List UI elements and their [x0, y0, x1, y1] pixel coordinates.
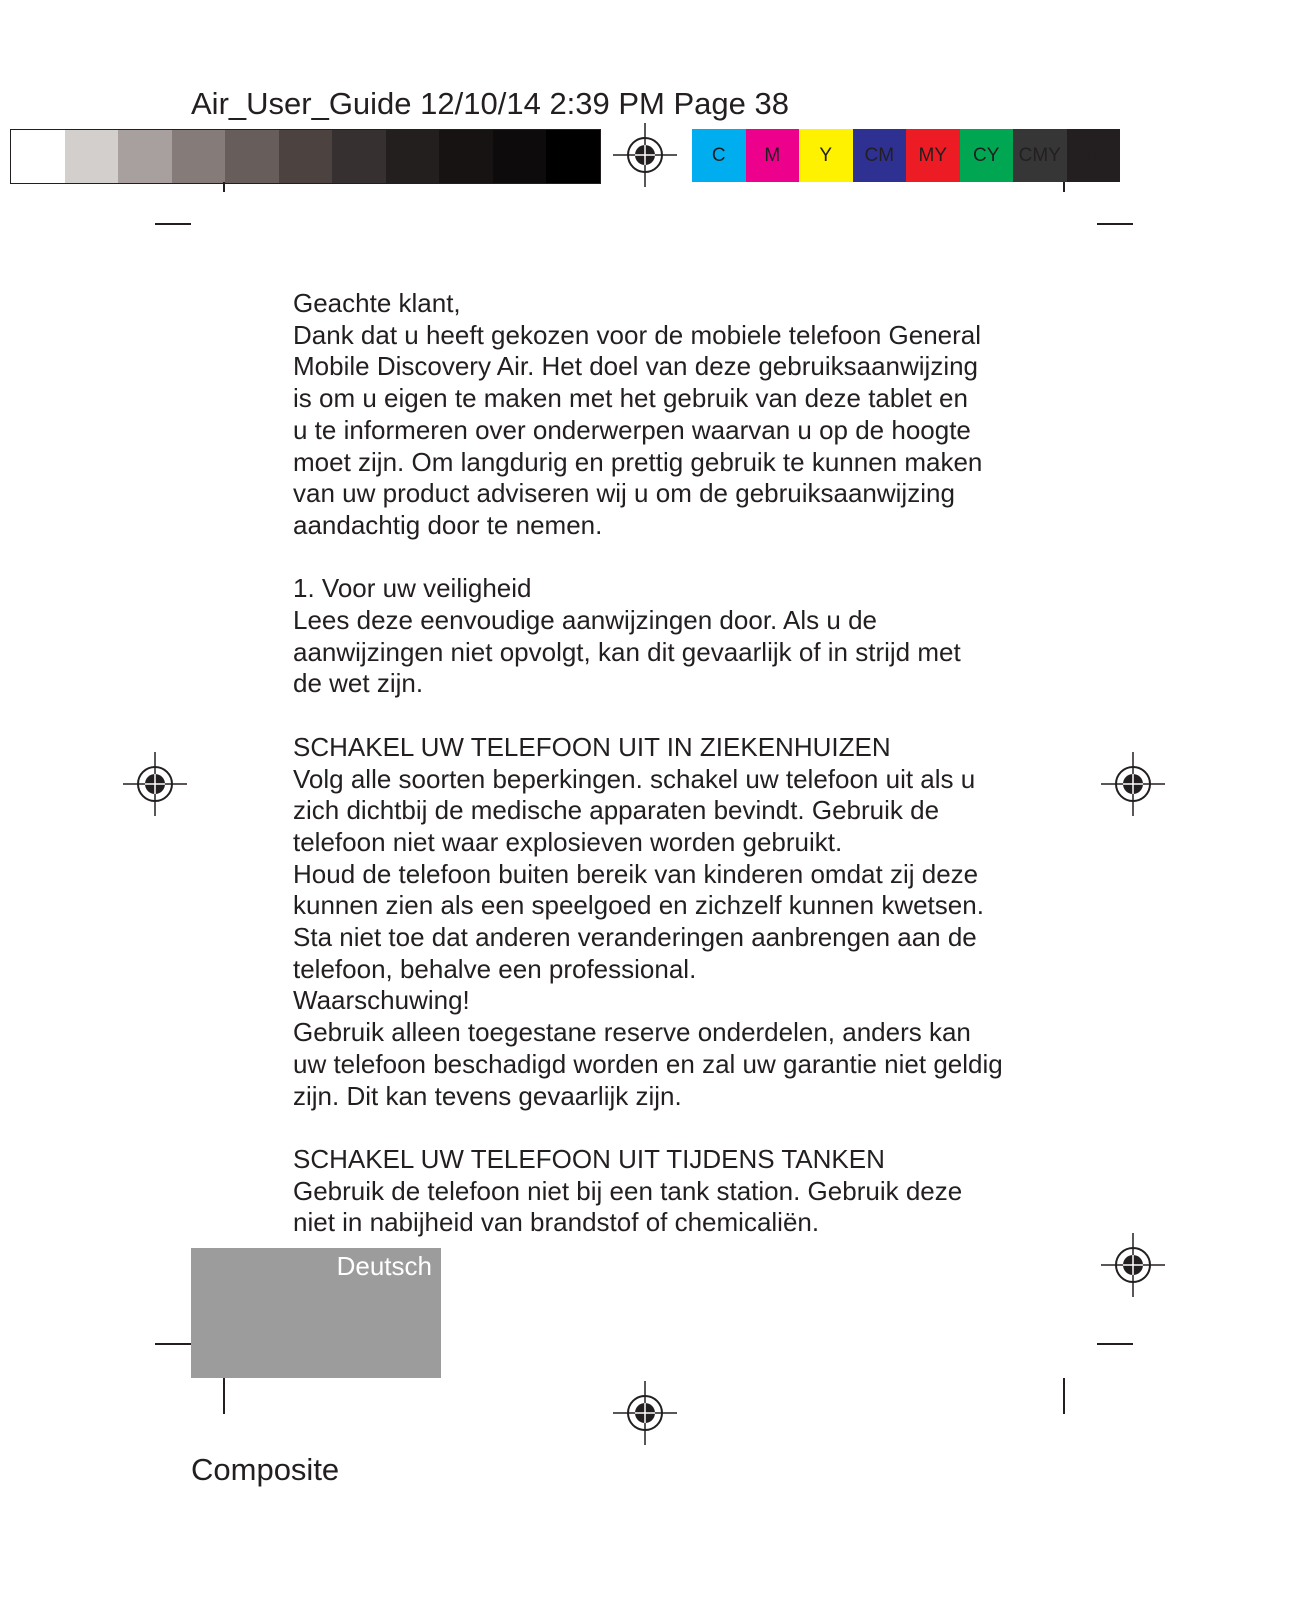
fuel-heading: SCHAKEL UW TELEFOON UIT TIJDENS TANKEN — [293, 1143, 885, 1174]
cmyk-color-bar — [692, 129, 1120, 182]
manual-body — [293, 288, 1053, 1239]
language-tab — [191, 1248, 441, 1378]
color-swatch: CY — [960, 129, 1014, 182]
language-tab-label: Deutsch — [336, 1251, 432, 1281]
color-swatch: CMY — [1013, 129, 1067, 182]
crop-mark — [1097, 223, 1133, 225]
gray-swatch — [439, 130, 493, 183]
warning-heading: Waarschuwing! — [293, 985, 470, 1016]
registration-mark-icon — [613, 123, 677, 187]
gray-swatch — [65, 130, 119, 183]
color-swatch: Y — [799, 129, 853, 182]
slug-line: Air_User_Guide 12/10/14 2:39 PM Page 38 — [191, 86, 789, 121]
section-paragraph: Lees deze eenvoudige aanwijzingen door. Als u de aanwijzingen niet opvolgt, kan dit gevaarlijk of in strijd met de wet zijn. — [293, 605, 961, 699]
crop-mark — [1097, 1343, 1133, 1345]
gray-swatch — [11, 130, 65, 183]
crop-mark — [223, 1378, 225, 1414]
gray-swatch — [386, 130, 440, 183]
section-heading: 1. Voor uw veiligheid — [293, 573, 532, 604]
crop-mark — [223, 182, 225, 192]
gray-swatch — [172, 130, 226, 183]
composite-label: Composite — [191, 1452, 340, 1487]
crop-mark — [155, 223, 191, 225]
gray-swatch — [546, 130, 600, 183]
fuel-paragraph: Gebruik de telefoon niet bij een tank station. Gebruik deze niet in nabijheid van brandstof of chemicaliën. — [293, 1175, 963, 1238]
hospital-paragraph: Volg alle soorten beperkingen. schakel uw telefoon uit als u zich dichtbij de medische apparaten bevindt. Gebruik de telefoon niet waar explosieven worden gebruikt. Houd de telefoon buiten bereik van kinderen omdat zij deze kunnen zien als een speelgoed en zichzelf kunnen kwetsen. Sta niet toe dat anderen veranderingen aanbrengen aan de telefoon, behalve een professional. — [293, 763, 984, 984]
registration-mark-icon — [1101, 1233, 1165, 1297]
gray-swatch — [332, 130, 386, 183]
registration-mark-icon — [1101, 752, 1165, 816]
color-swatch: MY — [906, 129, 960, 182]
color-swatch: K — [1067, 129, 1121, 182]
greeting: Geachte klant, — [293, 288, 461, 318]
grayscale-color-bar — [10, 129, 601, 184]
color-swatch: C — [692, 129, 746, 182]
gray-swatch — [118, 130, 172, 183]
gray-swatch — [493, 130, 547, 183]
color-swatch: M — [746, 129, 800, 182]
crop-mark — [1063, 1378, 1065, 1414]
registration-mark-icon — [123, 752, 187, 816]
intro-paragraph: Dank dat u heeft gekozen voor de mobiele telefoon General Mobile Discovery Air. Het doel van deze gebruiksaanwijzing is om u eigen te maken met het gebruik van deze tablet en u te informeren over onderwerpen waarvan u op de hoogte moet zijn. Om langdurig en prettig gebruik te kunnen maken van uw product adviseren wij u om de gebruiksaanwijzing aandachtig door te nemen. — [293, 319, 983, 540]
warning-paragraph: Gebruik alleen toegestane reserve onderdelen, anders kan uw telefoon beschadigd worden en zal uw garantie niet geldig zijn. Dit kan tevens gevaarlijk zijn. — [293, 1017, 1003, 1111]
gray-swatch — [279, 130, 333, 183]
crop-mark — [1063, 182, 1065, 192]
gray-swatch — [225, 130, 279, 183]
color-swatch: CM — [853, 129, 907, 182]
hospital-heading: SCHAKEL UW TELEFOON UIT IN ZIEKENHUIZEN — [293, 731, 891, 762]
registration-mark-icon — [613, 1381, 677, 1445]
crop-mark — [155, 1343, 191, 1345]
